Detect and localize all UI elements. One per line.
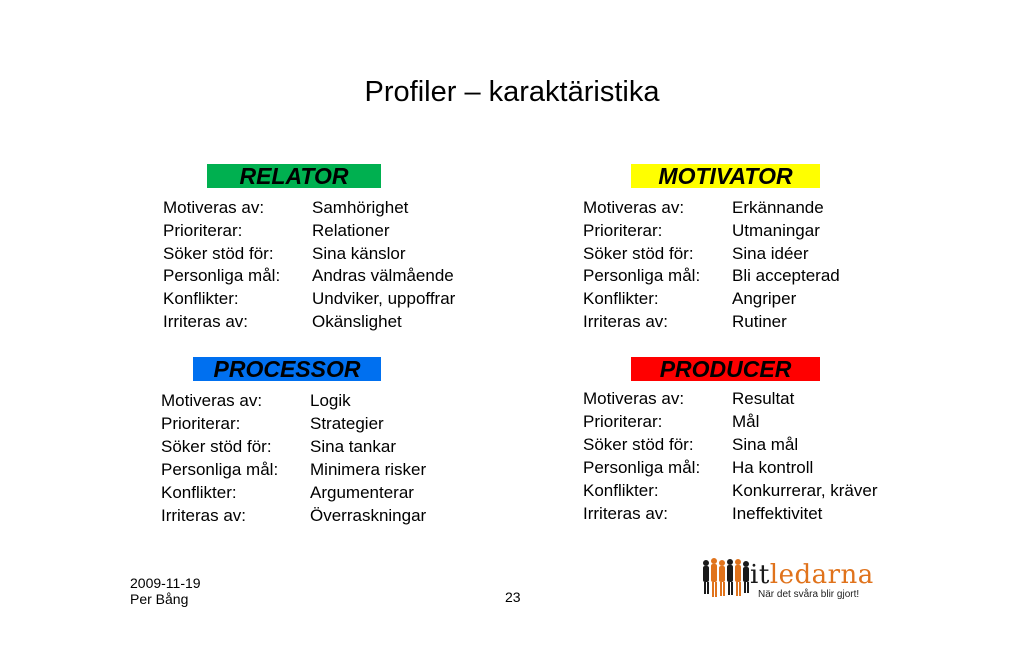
- itledarna-logo: [700, 556, 880, 602]
- slide-title: Profiler – karaktäristika: [364, 76, 660, 108]
- logo-wordmark: itledarna: [750, 560, 874, 590]
- page-number: 23: [505, 589, 521, 605]
- footer-author: Per Bång: [130, 591, 189, 607]
- logo-tagline: När det svåra blir gjort!: [758, 589, 860, 600]
- footer-date: 2009-11-19: [130, 575, 201, 591]
- processor-badge: PROCESSOR: [193, 357, 381, 381]
- relator-badge: RELATOR: [207, 164, 381, 188]
- motivator-badge: MOTIVATOR: [631, 164, 820, 188]
- producer-badge: PRODUCER: [631, 357, 820, 381]
- people-group-icon: [700, 556, 752, 602]
